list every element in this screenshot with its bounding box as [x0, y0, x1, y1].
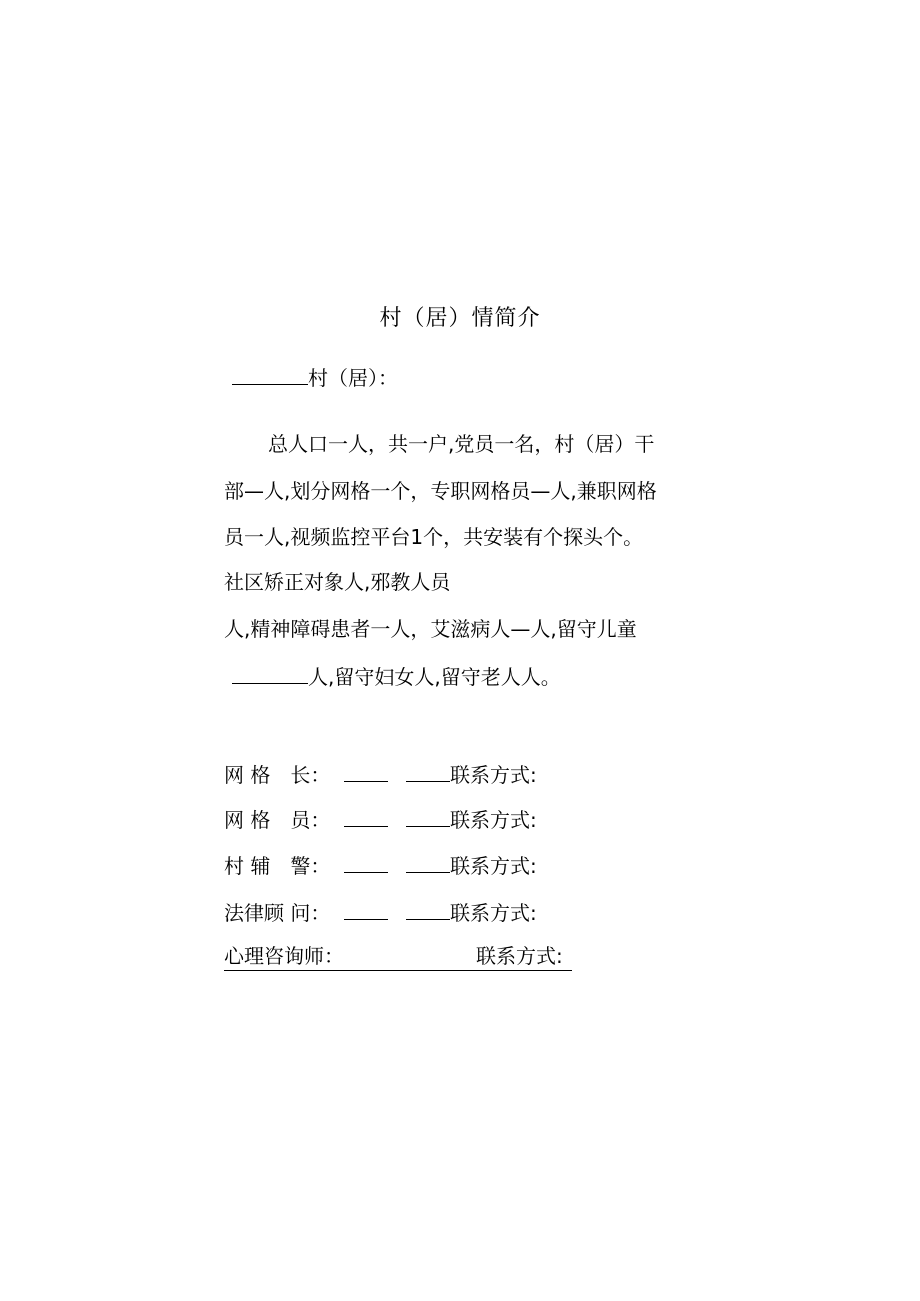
contact-role: 心理咨询师： — [224, 944, 344, 968]
paragraph-line-1: 总人口一人，共一户,党员一名，村（居）干 — [268, 432, 655, 456]
contact-row-counselor — [224, 942, 572, 971]
contact-label: 联系方式: — [450, 808, 537, 832]
village-header-label: 村（居）： — [308, 366, 398, 390]
village-name-blank[interactable] — [232, 364, 308, 385]
paragraph-line-6 — [232, 663, 561, 691]
contact-row-grid-member — [224, 806, 537, 834]
contact-row-legal-advisor — [224, 899, 537, 927]
contact-label: 联系方式: — [450, 763, 537, 787]
name-blank-2[interactable] — [406, 899, 450, 920]
contact-row-grid-leader — [224, 761, 537, 789]
name-blank[interactable] — [344, 852, 388, 873]
paragraph-line-3: 员一人,视频监控平台1个，共安装有个探头个。 — [224, 525, 644, 549]
name-blank-2[interactable] — [406, 852, 450, 873]
contact-role: 网 格 长： — [224, 763, 331, 787]
document-title: 村（居）情简介 — [379, 306, 541, 331]
contact-role: 法律顾 问： — [224, 901, 331, 925]
name-blank[interactable] — [344, 806, 388, 827]
contact-label: 联系方式: — [476, 944, 563, 968]
left-behind-children-blank[interactable] — [232, 663, 308, 684]
paragraph-line-4: 社区矫正对象人,邪教人员 — [224, 570, 451, 594]
name-blank-2[interactable] — [406, 806, 450, 827]
contact-label: 联系方式: — [450, 901, 537, 925]
paragraph-line-6-text: 人,留守妇女人,留守老人人。 — [308, 665, 561, 689]
name-blank[interactable] — [344, 761, 388, 782]
contact-role: 村 辅 警： — [224, 854, 331, 878]
paragraph-line-2: 部—人,划分网格一个，专职网格员—人,兼职网格 — [224, 479, 657, 503]
name-blank-2[interactable] — [406, 761, 450, 782]
contact-role: 网 格 员： — [224, 808, 331, 832]
name-blank[interactable] — [344, 899, 388, 920]
paragraph-line-5: 人,精神障碍患者一人，艾滋病人—人,留守儿童 — [224, 617, 637, 641]
contact-label: 联系方式: — [450, 854, 537, 878]
contact-row-auxiliary-police — [224, 852, 537, 880]
village-header — [232, 364, 398, 392]
